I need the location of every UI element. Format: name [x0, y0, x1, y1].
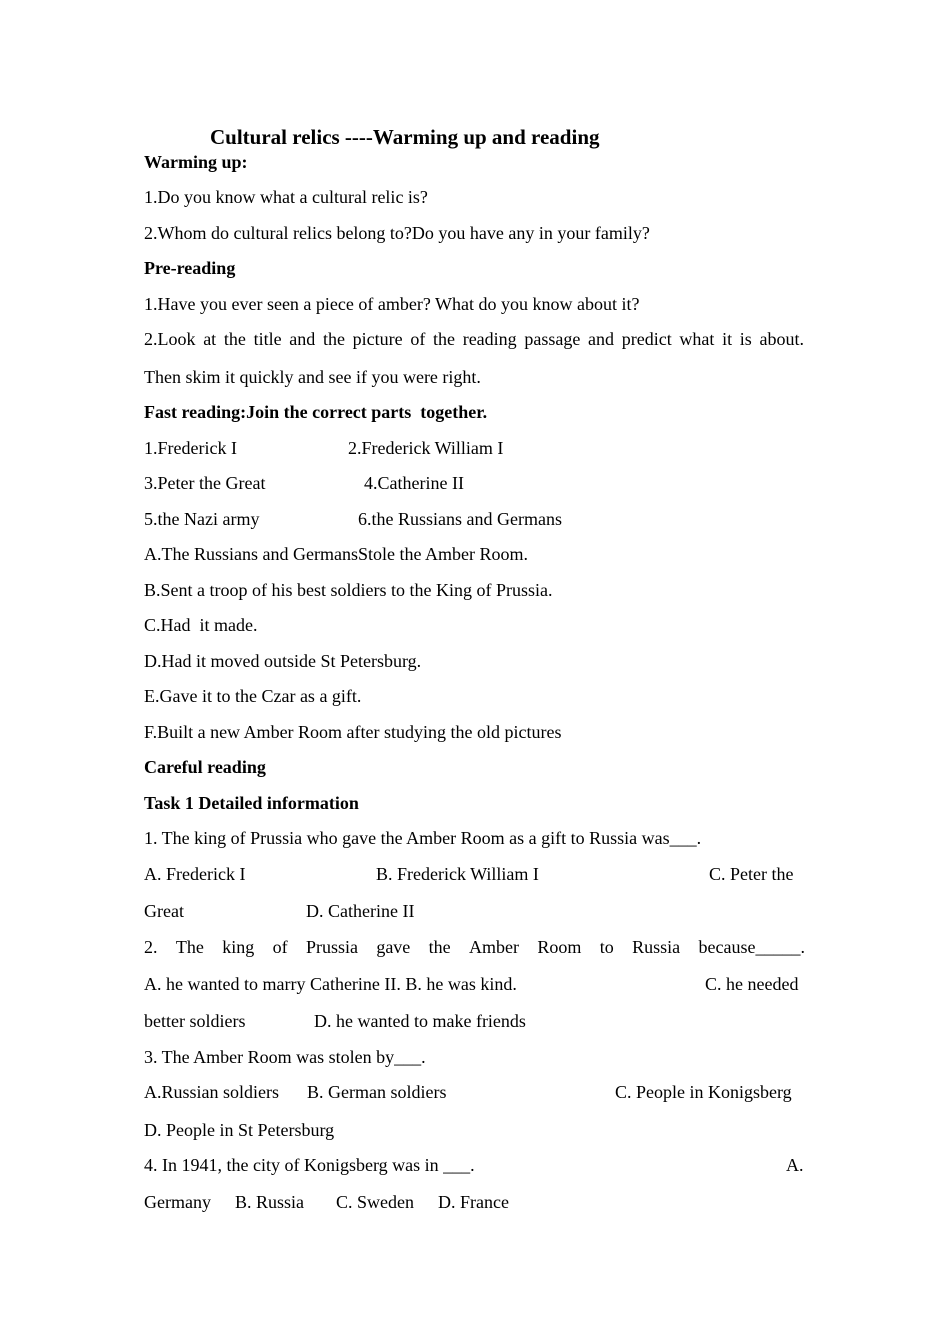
stem-word: gave	[376, 937, 411, 957]
pre-reading-question-2: 2.Look at the title and the picture of the reading passage and predict what it is about.	[144, 329, 804, 349]
fast-reading-heading: Fast reading:Join the correct parts together.	[144, 402, 488, 422]
action-item: A.The Russians and GermansStole the Amber Room.	[144, 544, 528, 564]
careful-reading-heading: Careful reading	[144, 757, 266, 777]
stem-word: The	[175, 937, 204, 957]
question-1-option-c-continued: Great	[144, 901, 184, 921]
question-3-option-d: D. People in St Petersburg	[144, 1120, 335, 1140]
pre-reading-heading: Pre-reading	[144, 258, 236, 278]
pre-reading-question-2-continued: Then skim it quickly and see if you were right.	[144, 367, 481, 387]
question-3-option-b: B. German soldiers	[307, 1082, 447, 1102]
person-item: 1.Frederick I	[144, 438, 237, 458]
person-item: 4.Catherine II	[364, 473, 464, 493]
question-4-option-b: B. Russia	[235, 1192, 305, 1212]
stem-word: 2.	[144, 937, 158, 957]
question-4-option-d: D. France	[438, 1192, 509, 1212]
question-2-stem	[144, 936, 805, 958]
person-item: 5.the Nazi army	[144, 509, 260, 529]
stem-word: of	[272, 937, 288, 957]
stem-word: king	[222, 937, 255, 957]
person-item: 6.the Russians and Germans	[358, 509, 562, 529]
question-1-option-a: A. Frederick I	[144, 864, 246, 884]
page-title: Cultural relics ----Warming up and reading	[210, 125, 600, 149]
question-4-option-a-label: A.	[786, 1155, 804, 1175]
question-1-option-b: B. Frederick William I	[376, 864, 539, 884]
question-2-option-c-continued: better soldiers	[144, 1011, 246, 1031]
warming-up-heading: Warming up:	[144, 152, 248, 172]
question-1-option-c: C. Peter the	[709, 864, 794, 884]
question-3-option-a: A.Russian soldiers	[144, 1082, 279, 1102]
question-2-option-d: D. he wanted to make friends	[314, 1011, 526, 1031]
stem-word: Prussia	[305, 937, 358, 957]
stem-word: because_____.	[698, 937, 805, 957]
question-3-stem: 3. The Amber Room was stolen by___.	[144, 1047, 426, 1067]
action-item: E.Gave it to the Czar as a gift.	[144, 686, 362, 706]
task1-heading: Task 1 Detailed information	[144, 793, 359, 813]
stem-word: Amber	[469, 937, 519, 957]
person-item: 2.Frederick William I	[348, 438, 504, 458]
action-item: C.Had it made.	[144, 615, 258, 635]
question-4-option-a: Germany	[144, 1192, 211, 1212]
warming-up-question-2: 2.Whom do cultural relics belong to?Do you have any in your family?	[144, 223, 650, 243]
stem-word: Room	[537, 937, 582, 957]
question-1-option-d: D. Catherine II	[306, 901, 415, 921]
question-4-option-c: C. Sweden	[336, 1192, 414, 1212]
warming-up-question-1: 1.Do you know what a cultural relic is?	[144, 187, 428, 207]
person-item: 3.Peter the Great	[144, 473, 266, 493]
stem-word: to	[599, 937, 614, 957]
question-2-options-ab: A. he wanted to marry Catherine II. B. he was kind.	[144, 974, 517, 994]
question-4-stem: 4. In 1941, the city of Konigsberg was in ___.	[144, 1155, 475, 1175]
stem-word: Russia	[632, 937, 681, 957]
question-2-option-c: C. he needed	[705, 974, 799, 994]
action-item: D.Had it moved outside St Petersburg.	[144, 651, 422, 671]
action-item: F.Built a new Amber Room after studying the old pictures	[144, 722, 562, 742]
pre-reading-question-1: 1.Have you ever seen a piece of amber? What do you know about it?	[144, 294, 640, 314]
question-3-option-c: C. People in Konigsberg	[615, 1082, 792, 1102]
stem-word: the	[428, 937, 451, 957]
question-1-stem: 1. The king of Prussia who gave the Amber Room as a gift to Russia was___.	[144, 828, 702, 848]
action-item: B.Sent a troop of his best soldiers to the King of Prussia.	[144, 580, 553, 600]
